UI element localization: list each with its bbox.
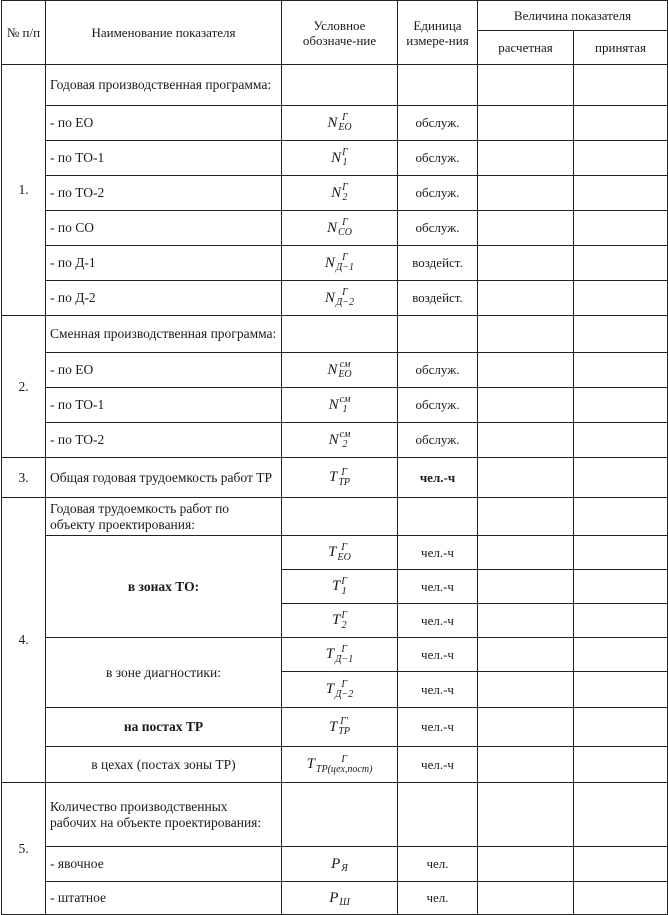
s1-row-unit: обслуж. (398, 106, 478, 141)
value-calc-cell (478, 353, 574, 388)
section-2-num: 2. (2, 316, 46, 458)
s4-to-symbol: T Г 2 (282, 604, 398, 638)
s5-row-unit: чел. (398, 882, 478, 915)
s1-row-symbol: N Г СО (282, 211, 398, 246)
s1-row-symbol: N Г Д−2 (282, 281, 398, 316)
section-5-title: Количество производственных рабочих на объекте проектирования: (46, 783, 282, 847)
value-calc-cell (478, 211, 574, 246)
header-accepted: принятая (574, 31, 668, 65)
s4-to-unit: чел.-ч (398, 536, 478, 570)
s4-diag-unit: чел.-ч (398, 672, 478, 708)
s5-row-name: - явочное (46, 847, 282, 882)
s2-row-symbol: N см ЕО (282, 353, 398, 388)
value-calc-cell (478, 882, 574, 915)
s2-row-name: - по ЕО (46, 353, 282, 388)
value-accepted-cell (574, 638, 668, 672)
value-calc-cell (478, 604, 574, 638)
value-calc-cell (478, 458, 574, 498)
s4-tr-symbol: T Г' ТР (282, 708, 398, 747)
s1-row-name: - по Д-2 (46, 281, 282, 316)
s1-row-symbol: N Г 1 (282, 141, 398, 176)
section-4-title: Годовая трудоемкость работ по объекту проектирования: (46, 498, 282, 536)
s5-row-name: - штатное (46, 882, 282, 915)
s4-diag-symbol: T Г Д−1 (282, 638, 398, 672)
value-accepted-cell (574, 246, 668, 281)
s4-tr-label: на постах ТР (46, 708, 282, 747)
s1-row-name: - по Д-1 (46, 246, 282, 281)
value-accepted-cell (574, 536, 668, 570)
s2-row-symbol: N см 1 (282, 388, 398, 423)
indicators-table (1, 0, 668, 783)
s5-row-unit: чел. (398, 847, 478, 882)
value-calc-cell (478, 708, 574, 747)
s4-shops-symbol: T Г ТР(цех,пост) (282, 747, 398, 783)
value-accepted-cell (574, 708, 668, 747)
s4-shops-unit: чел.-ч (398, 747, 478, 783)
value-accepted-cell (574, 847, 668, 882)
value-calc-cell (478, 141, 574, 176)
value-accepted-cell (574, 570, 668, 604)
s1-row-name: - по ТО-1 (46, 141, 282, 176)
s4-tr-unit: чел.-ч (398, 708, 478, 747)
s5-row-symbol: P Ш (282, 882, 398, 915)
s1-row-name: - по СО (46, 211, 282, 246)
indicators-table-continuation (1, 782, 668, 915)
s2-row-unit: обслуж. (398, 388, 478, 423)
value-accepted-cell (574, 747, 668, 783)
value-calc-cell (478, 638, 574, 672)
s3-symbol: T Г ТР (282, 458, 398, 498)
value-accepted-cell (574, 141, 668, 176)
header-calc: расчетная (478, 31, 574, 65)
value-accepted-cell (574, 211, 668, 246)
s2-row-unit: обслуж. (398, 423, 478, 458)
section-4-num: 4. (2, 498, 46, 783)
value-calc-cell (478, 106, 574, 141)
s2-row-symbol: N см 2 (282, 423, 398, 458)
value-accepted-cell (574, 388, 668, 423)
value-accepted-cell (574, 353, 668, 388)
s4-diag-unit: чел.-ч (398, 638, 478, 672)
s1-row-name: - по ТО-2 (46, 176, 282, 211)
header-num: № п/п (2, 1, 46, 65)
header-symbol: Условное обозначе-ние (282, 1, 398, 65)
value-accepted-cell (574, 106, 668, 141)
s3-unit: чел.-ч (398, 458, 478, 498)
value-calc-cell (478, 847, 574, 882)
s2-row-name: - по ТО-1 (46, 388, 282, 423)
s1-row-unit: воздейст. (398, 281, 478, 316)
s4-diag-label: в зоне диагностики: (46, 638, 282, 708)
s4-diag-symbol: T Г Д−2 (282, 672, 398, 708)
s1-row-unit: обслуж. (398, 211, 478, 246)
s4-shops-label: в цехах (постах зоны ТР) (46, 747, 282, 783)
s5-row-symbol: P Я (282, 847, 398, 882)
section-3-title: Общая годовая трудоемкость работ ТР (46, 458, 282, 498)
value-accepted-cell (574, 423, 668, 458)
s4-to-unit: чел.-ч (398, 604, 478, 638)
s1-row-unit: обслуж. (398, 141, 478, 176)
value-calc-cell (478, 536, 574, 570)
value-calc-cell (478, 246, 574, 281)
value-accepted-cell (574, 176, 668, 211)
value-calc-cell (478, 747, 574, 783)
header-unit: Единица измере-ния (398, 1, 478, 65)
section-2-title: Сменная производственная программа: (46, 316, 282, 353)
header-name: Наименование показателя (46, 1, 282, 65)
value-accepted-cell (574, 281, 668, 316)
s1-row-symbol: N Г Д−1 (282, 246, 398, 281)
section-5-num: 5. (2, 783, 46, 915)
value-accepted-cell (574, 882, 668, 915)
section-1-num: 1. (2, 65, 46, 316)
section-1-title: Годовая производственная программа: (46, 65, 282, 106)
s2-row-name: - по ТО-2 (46, 423, 282, 458)
s4-to-symbol: T Г 1 (282, 570, 398, 604)
s4-to-symbol: T Г ЕО (282, 536, 398, 570)
value-accepted-cell (574, 672, 668, 708)
value-calc-cell (478, 176, 574, 211)
section-3-num: 3. (2, 458, 46, 498)
s1-row-unit: обслуж. (398, 176, 478, 211)
s4-to-label: в зонах ТО: (46, 536, 282, 638)
value-calc-cell (478, 570, 574, 604)
s1-row-unit: воздейст. (398, 246, 478, 281)
s1-row-symbol: N Г ЕО (282, 106, 398, 141)
value-calc-cell (478, 281, 574, 316)
s1-row-symbol: N Г 2 (282, 176, 398, 211)
s4-to-unit: чел.-ч (398, 570, 478, 604)
value-accepted-cell (574, 458, 668, 498)
s2-row-unit: обслуж. (398, 353, 478, 388)
header-value: Величина показателя (478, 1, 668, 31)
value-calc-cell (478, 672, 574, 708)
value-accepted-cell (574, 604, 668, 638)
value-calc-cell (478, 388, 574, 423)
value-calc-cell (478, 423, 574, 458)
s1-row-name: - по ЕО (46, 106, 282, 141)
